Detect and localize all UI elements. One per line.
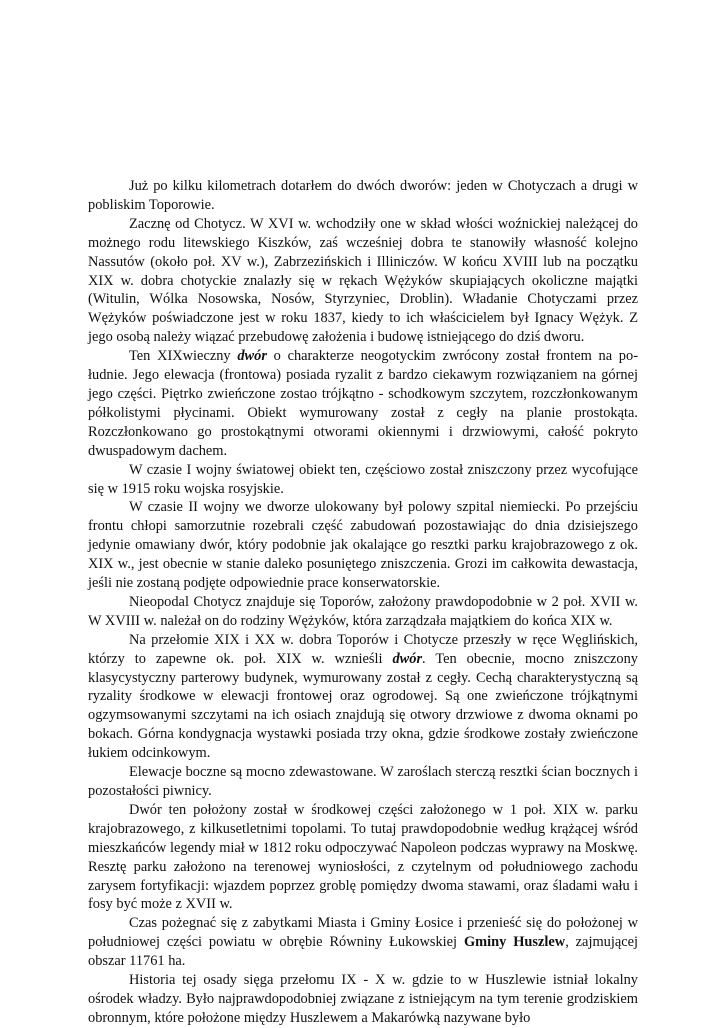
paragraph-text: Czas pożegnać się z zabytkami Miasta i Gminy Łosice i przenieść się do położonej w południowej części powiatu w obrębie Równiny Łukowskiej: [88, 915, 638, 951]
emphasized-text: Gminy Huszlew: [463, 934, 566, 951]
paragraph-text: o charakterze neogotyckim zwrócony został frontem na po-łudnie. Jego elewacja (frontowa) posiada ryzalit z bardzo ciekawym rozwiązaniem na górnej jego części. Piętrko zwieńczone zostao trójkątno - schodkowym szczytem, rozczłonkowanym półkolistymi płycinami. Obiekt wymurowany został z cegły na planie prostokąta. Rozczłonkowano go prostokątnymi otworami okiennymi i drzwiowymi, całość pokryto dwuspadowym dachem.: [88, 348, 638, 459]
paragraph: [88, 801, 638, 914]
paragraph: [88, 971, 638, 1028]
paragraph-text: Elewacje boczne są mocno zdewastowane. W zaroślach sterczą resztki ścian bocznych i pozostałości piwnicy.: [88, 764, 638, 799]
paragraph-text: Zacznę od Chotycz. W XVI w. wchodziły one w skład włości woźnickiej należącej do możnego rodu litewskiego Kiszków, zaś wcześniej dobra te stanowiły własność kolejno Nassutów (około poł. XV w.), Zabrzezińskich i Illiniczów. W końcu XVIII lub na początku XIX w. dobra chotyckie znalazły się w rękach Wężyków skupiających okoliczne majątki (Witulin, Wólka Nosowska, Nosów, Styrzyniec, Droblin). Władanie Chotyczami przez Wężyków poświadczone jest w roku 1837, kiedy to ich właścicielem był Ignacy Wężyk. Z jego osobą należy wiązać przebudowę założenia i budowę istniejącego do dziś dworu.: [88, 215, 638, 346]
paragraph: [88, 498, 638, 593]
paragraph: [88, 177, 638, 215]
paragraph: [88, 593, 638, 631]
paragraph: [88, 461, 638, 499]
paragraph: [88, 215, 638, 347]
paragraph: [88, 763, 638, 801]
paragraph-text: Nieopodal Chotycz znajduje się Toporów, założony prawdopodobnie w 2 poł. XVII w. W XVIII w. należał on do rodziny Wężyków, która zarządzała majątkiem do końca XIX w.: [88, 593, 638, 629]
paragraph: [88, 631, 638, 763]
emphasized-text: dwór: [392, 650, 423, 667]
document-body: [88, 177, 638, 1028]
paragraph-text: Już po kilku kilometrach dotarłem do dwóch dworów: jeden w Chotyczach a drugi w pobliskim Toporowie.: [88, 178, 638, 213]
paragraph-text: Ten XIXwieczny: [129, 348, 238, 365]
paragraph-text: W czasie I wojny światowej obiekt ten, częściowo został zniszczony przez wycofujące się w 1915 roku wojska rosyjskie.: [88, 461, 638, 497]
emphasized-text: dwór: [237, 348, 267, 365]
paragraph-text: Na przełomie XIX i XX w. dobra Toporów i Chotycze przeszły w ręce Węglińskich, którzy to zapewne ok. poł. XIX w. wznieśli: [88, 631, 638, 667]
paragraph-text: Dwór ten położony został w środkowej części założonego w 1 poł. XIX w. parku krajobrazowego, z kilkusetletnimi topolami. To tutaj prawdopodobnie według krążącej wśród mieszkańców legendy miał w 1812 roku odpoczywać Napoleon podczas wyprawy na Moskwę. Resztę parku założono na terenowej wyniosłości, z czytelnym od południowego zachodu zarysem fortyfikacji: wjazdem poprzez groblę pomiędzy dwoma stawami, oraz śladami wału i fosy być może z XVII w.: [88, 801, 638, 913]
paragraph: [88, 347, 638, 460]
paragraph-text: , zajmującej obszar 11761 ha.: [88, 934, 638, 970]
paragraph: [88, 914, 638, 971]
paragraph-text: Historia tej osady sięga przełomu IX - X w. gdzie to w Huszlewie istniał lokalny ośrodek władzy. Było najprawdopodobniej związane z istniejącym na tym terenie grodziskiem obronnym, które położone między Huszlewem a Makarówką nazywane było: [88, 972, 638, 1026]
paragraph-text: . Ten obecnie, mocno zniszczony klasycystyczny parterowy budynek, wymurowany został z cegły. Cechą charakterystyczną są ryzality środkowe w elewacji frontowej oraz ogrodowej. Są one zwieńczone trójkątnymi ogzymsowanymi szczytami na ich osiach znajdują się otwory drzwiowe z dwoma oknami po bokach. Górna kondygnacja wystawki posiada trzy okna, gdzie środkowe zostały zwieńczone łukiem odcinkowym.: [88, 650, 638, 762]
paragraph-text: W czasie II wojny we dworze ulokowany był polowy szpital niemiecki. Po przejściu frontu chłopi samorzutnie rozebrali część zabudowań pozostawiając do dnia dzisiejszego jedynie omawiany dwór, który podobnie jak okalające go resztki parku krajobrazowego z ok. XIX w., jest obecnie w stanie daleko posuniętego zniszczenia. Grozi im całkowita dewastacja, jeśli nie zostaną podjęte odpowiednie prace konserwatorskie.: [88, 499, 638, 592]
